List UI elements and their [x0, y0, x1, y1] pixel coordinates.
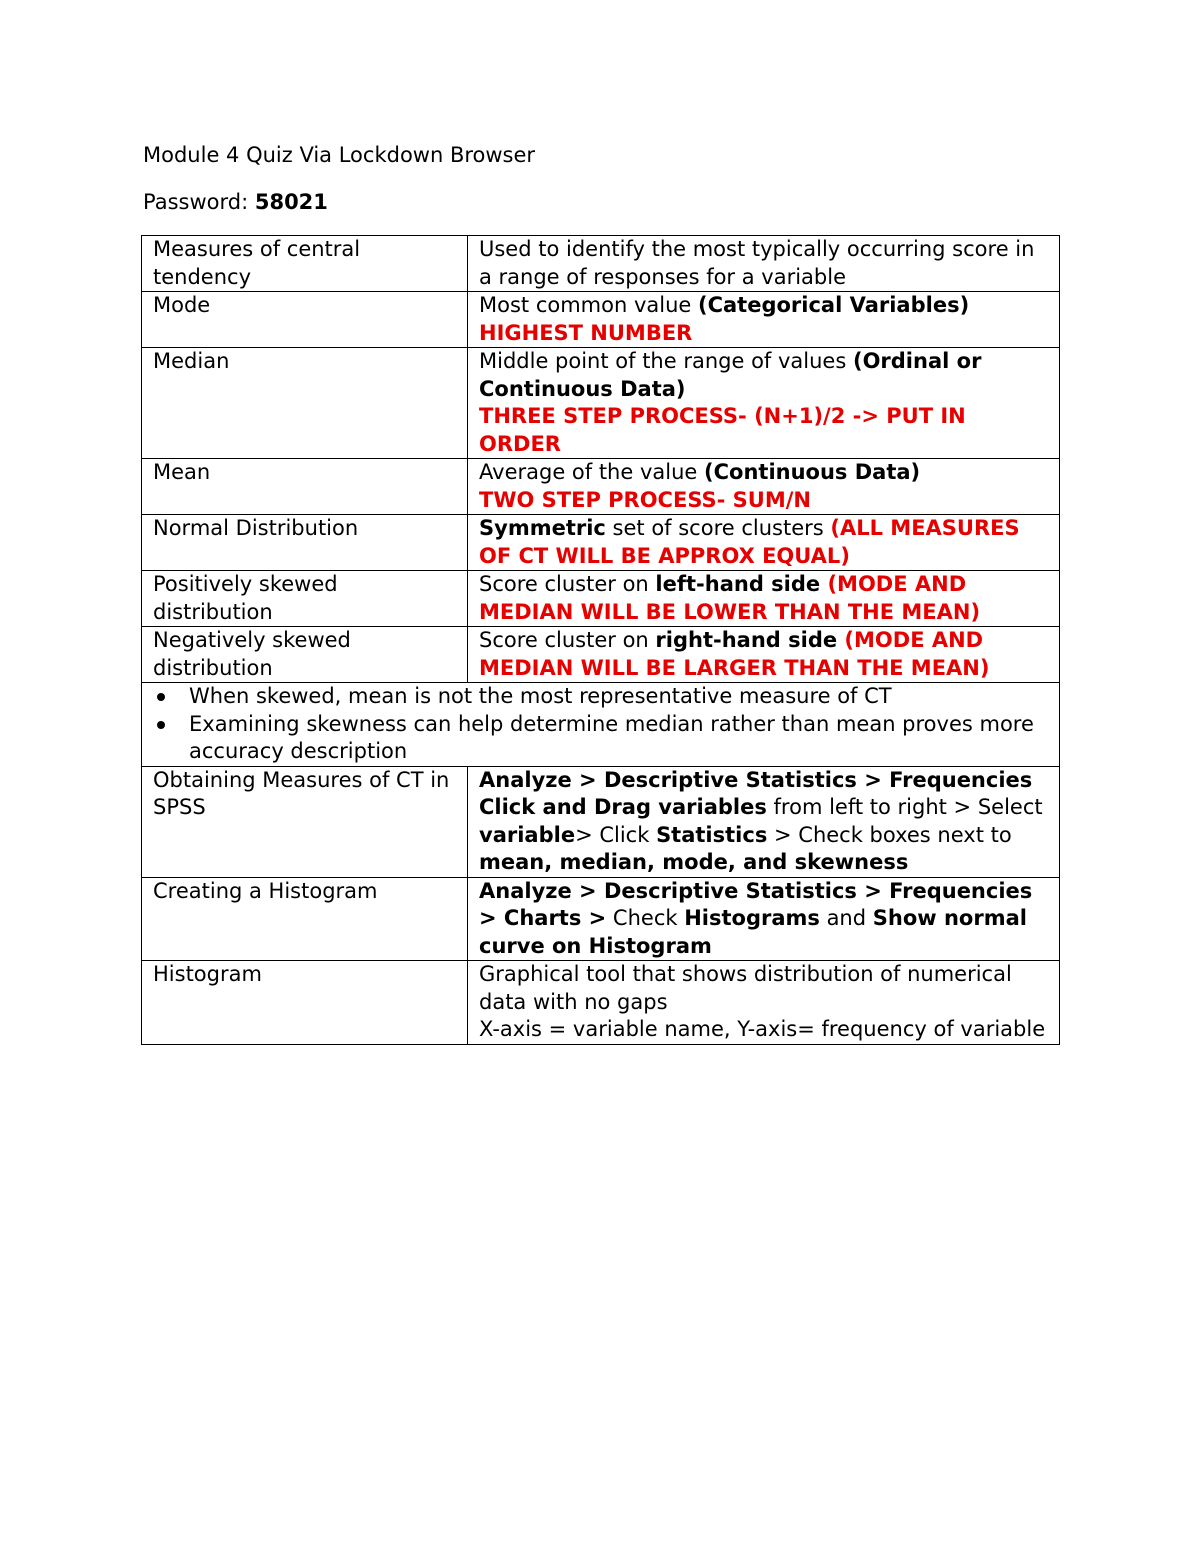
definition-text: > Check boxes next to — [767, 822, 1012, 847]
table-row — [142, 571, 1060, 627]
highlight-note: TWO STEP PROCESS- SUM/N — [479, 487, 811, 512]
definition-cell — [468, 766, 1060, 877]
definition-cell — [468, 292, 1060, 348]
definition-cell — [468, 627, 1060, 683]
document-title: Module 4 Quiz Via Lockdown Browser — [143, 143, 536, 167]
table-row — [142, 459, 1060, 515]
bullet-icon — [157, 721, 165, 729]
term-cell: Positively skewed distribution — [142, 571, 468, 627]
term-cell: Creating a Histogram — [142, 877, 468, 961]
menu-path: Analyze > Descriptive Statistics > Frequencies > Charts > — [479, 878, 1033, 930]
password-line — [143, 188, 328, 216]
term-cell: Mode — [142, 292, 468, 348]
definition-emphasis: left-hand side — [655, 572, 821, 596]
bullet-cell — [142, 683, 1060, 767]
list-item — [189, 711, 1049, 766]
definition-text: and — [819, 906, 873, 930]
definition-text: Check — [606, 906, 685, 930]
definition-emphasis: (Continuous Data) — [704, 460, 921, 484]
bullet-icon — [157, 693, 165, 701]
definition-emphasis: variable — [479, 822, 576, 847]
definition-text: Most common value — [479, 293, 698, 317]
definition-emphasis: Symmetric — [479, 516, 606, 540]
bullet-list — [153, 683, 1049, 766]
table-row — [142, 877, 1060, 961]
definition-emphasis: right-hand side — [655, 628, 838, 652]
definition-text: Middle point of the range of values — [479, 349, 853, 373]
password-value: 58021 — [254, 190, 328, 214]
definition-emphasis: (Categorical Variables) — [698, 293, 970, 317]
table-row — [142, 683, 1060, 767]
term-cell: Measures of central tendency — [142, 236, 468, 292]
definition-text: set of score clusters — [605, 516, 831, 540]
definition-emphasis: (Ordinal or Continuous Data) — [479, 349, 982, 401]
list-item — [189, 683, 1049, 711]
table-row — [142, 627, 1060, 683]
definition-cell — [468, 961, 1060, 1045]
definition-text: X-axis = variable name, Y-axis= frequency of variable — [479, 1017, 1046, 1041]
highlight-note: (MODE AND MEDIAN WILL BE LOWER THAN THE MEAN) — [479, 572, 981, 624]
definition-text: Score cluster on — [479, 628, 656, 652]
table-row — [142, 961, 1060, 1045]
definition-cell — [468, 348, 1060, 459]
definition-text: Graphical tool that shows distribution of numerical data with no gaps — [479, 962, 1012, 1014]
table-row — [142, 348, 1060, 459]
highlight-note: (MODE AND MEDIAN WILL BE LARGER THAN THE MEAN) — [479, 628, 990, 680]
notes-table — [141, 235, 1060, 1045]
definition-cell — [468, 571, 1060, 627]
bullet-text: Examining skewness can help determine median rather than mean proves more accuracy description — [189, 711, 1034, 763]
definition-emphasis: Histograms — [684, 906, 820, 930]
term-cell: Median — [142, 348, 468, 459]
bullet-text: When skewed, mean is not the most representative measure of CT — [189, 684, 892, 708]
definition-emphasis: mean, median, mode, and skewness — [479, 850, 909, 874]
term-cell: Normal Distribution — [142, 515, 468, 571]
definition-cell: Used to identify the most typically occurring score in a range of responses for a variable — [468, 236, 1060, 292]
table-row — [142, 236, 1060, 292]
term-cell: Negatively skewed distribution — [142, 627, 468, 683]
definition-emphasis: Statistics — [656, 822, 768, 847]
password-label: Password: — [143, 190, 255, 214]
term-cell: Mean — [142, 459, 468, 515]
table-row — [142, 292, 1060, 348]
table-row — [142, 515, 1060, 571]
definition-cell — [468, 515, 1060, 571]
highlight-note: THREE STEP PROCESS- (N+1)/2 -> PUT IN ORDER — [479, 404, 966, 456]
definition-cell — [468, 459, 1060, 515]
term-cell: Histogram — [142, 961, 468, 1045]
highlight-note: HIGHEST NUMBER — [479, 320, 693, 345]
definition-text: from left to right > Select — [766, 795, 1043, 819]
definition-text: Average of the value — [479, 460, 705, 484]
definition-cell — [468, 877, 1060, 961]
definition-text: Score cluster on — [479, 572, 656, 596]
definition-emphasis: Show normal curve on Histogram — [479, 906, 1027, 958]
menu-path: Analyze > Descriptive Statistics > Frequencies — [479, 767, 1033, 792]
definition-emphasis: Click and Drag variables — [479, 795, 767, 819]
highlight-note: (ALL MEASURES OF CT WILL BE APPROX EQUAL) — [479, 516, 1020, 568]
term-cell: Obtaining Measures of CT in SPSS — [142, 766, 468, 877]
table-row — [142, 766, 1060, 877]
definition-text: > Click — [575, 822, 657, 847]
